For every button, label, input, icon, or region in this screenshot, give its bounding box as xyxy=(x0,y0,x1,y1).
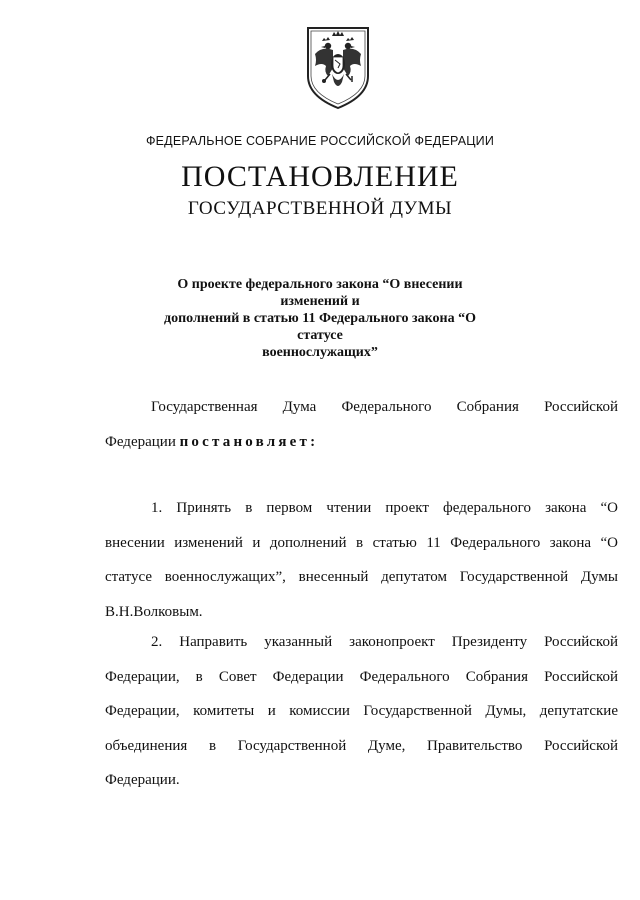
decree-word: постановляет: xyxy=(179,433,319,450)
paragraph-line: В.Н.Волковым. xyxy=(105,603,203,620)
paragraph-line: 1. Принять в первом чтении проект федерального закона “О xyxy=(151,500,618,516)
document-issuer-title: ГОСУДАРСТВЕННОЙ ДУМЫ xyxy=(187,198,453,219)
subject-line: дополнений в статью 11 Федерального закона “О статусе xyxy=(163,311,477,343)
preamble-text: Федерации xyxy=(105,433,180,450)
paragraph-line: Государственная Дума Федерального Собрания Российской xyxy=(151,399,618,415)
paragraph-line: внесении изменений и дополнений в статью 11 Федерального закона “О xyxy=(105,534,618,551)
paragraph-line: объединения в Государственной Думе, Правительство Российской xyxy=(105,737,618,754)
subject-line: военнослужащих” xyxy=(262,345,378,360)
document-type-title: ПОСТАНОВЛЕНИЕ xyxy=(181,160,459,193)
paragraph-line: 2. Направить указанный законопроект Президенту Российской xyxy=(151,634,618,650)
paragraph-line: статусе военнослужащих”, внесенный депутатом Государственной Думы xyxy=(105,569,618,585)
paragraph-line: Федерации, комитеты и комиссии Государственной Думы, депутатские xyxy=(105,703,618,719)
paragraph-line xyxy=(105,425,618,460)
paragraph-line: Федерации, в Совет Федерации Федерального Собрания Российской xyxy=(105,668,618,685)
subject-line: О проекте федерального закона “О внесении изменений и xyxy=(177,277,463,309)
item-paragraph-2 xyxy=(105,625,618,798)
preamble-paragraph xyxy=(105,390,618,459)
assembly-heading: ФЕДЕРАЛЬНОЕ СОБРАНИЕ РОССИЙСКОЙ ФЕДЕРАЦИИ xyxy=(145,134,495,148)
double-headed-eagle-emblem-icon xyxy=(302,24,374,110)
resolution-subject xyxy=(150,276,490,361)
paragraph-line: Федерации. xyxy=(105,772,180,788)
item-paragraph-1 xyxy=(105,491,618,629)
